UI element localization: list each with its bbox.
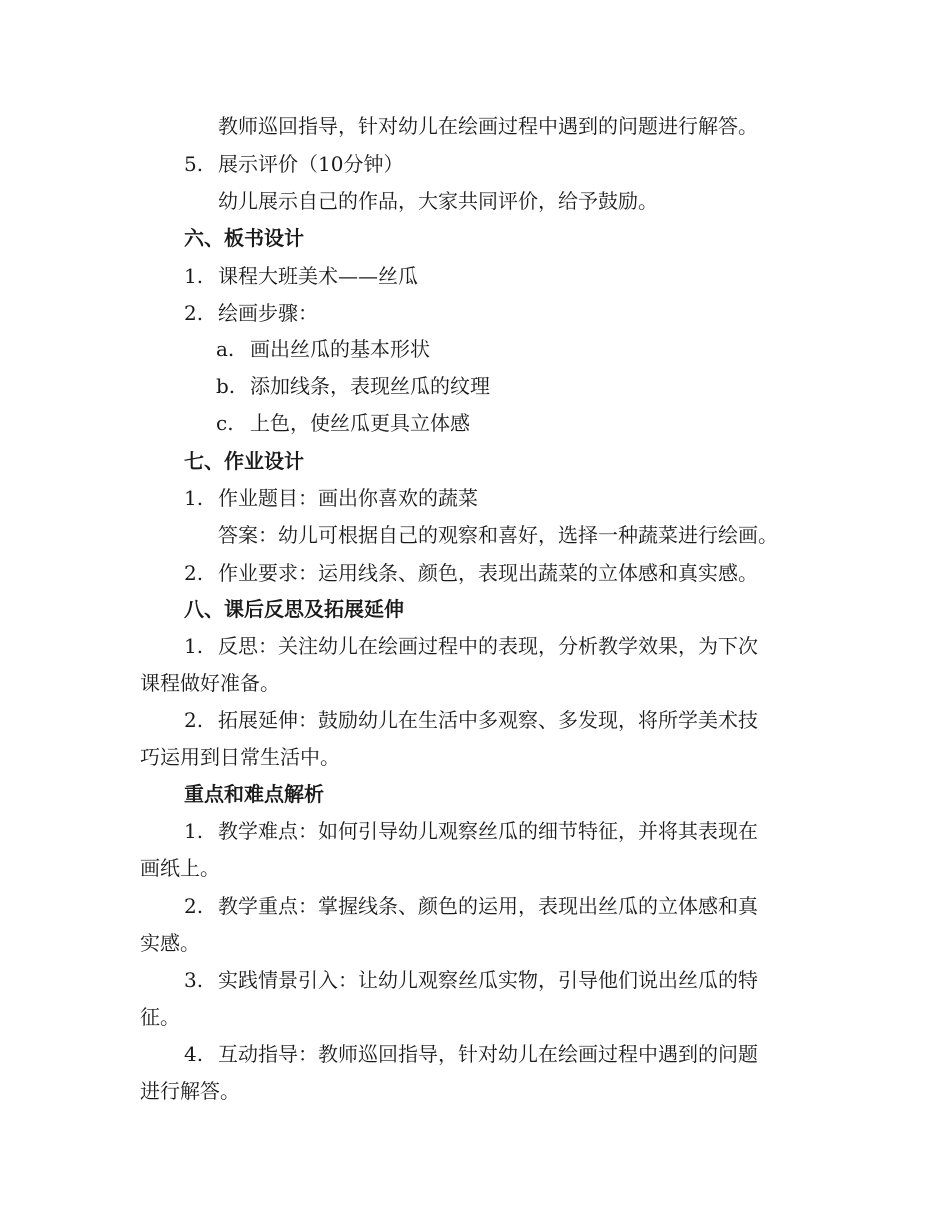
list-item: 2. 教学重点：掌握线条、颜色的运用，表现出丝瓜的立体感和真 bbox=[184, 894, 758, 918]
list-letter: a. bbox=[216, 337, 235, 361]
list-number: 2. bbox=[184, 301, 204, 325]
list-item: 5. 展示评价（10分钟） bbox=[184, 152, 404, 176]
sub-list-item: c. 上色，使丝瓜更具立体感 bbox=[216, 411, 470, 435]
list-number: 2. bbox=[184, 894, 204, 918]
paragraph-line: 教师巡回指导，针对幼儿在绘画过程中遇到的问题进行解答。 bbox=[218, 114, 758, 138]
list-item: 2. 绘画步骤： bbox=[184, 301, 318, 325]
section-heading: 八、课后反思及拓展延伸 bbox=[184, 597, 404, 621]
list-item: 4. 互动指导：教师巡回指导，针对幼儿在绘画过程中遇到的问题 bbox=[184, 1042, 758, 1066]
section-heading: 七、作业设计 bbox=[184, 449, 304, 473]
sub-list-item: b. 添加线条，表现丝瓜的纹理 bbox=[216, 374, 490, 398]
section-heading: 六、板书设计 bbox=[184, 226, 304, 250]
list-item: 2. 拓展延伸：鼓励幼儿在生活中多观察、多发现，将所学美术技 bbox=[184, 708, 758, 732]
paragraph-line: 课程做好准备。 bbox=[140, 671, 280, 695]
list-letter: c. bbox=[216, 411, 234, 435]
list-number: 2. bbox=[184, 708, 204, 732]
list-item: 2. 作业要求：运用线条、颜色，表现出蔬菜的立体感和真实感。 bbox=[184, 561, 758, 585]
paragraph-line: 画纸上。 bbox=[140, 856, 220, 880]
list-letter: b. bbox=[216, 374, 236, 398]
list-item: 1. 教学难点：如何引导幼儿观察丝瓜的细节特征，并将其表现在 bbox=[184, 819, 758, 843]
list-number: 3. bbox=[184, 968, 204, 992]
list-number: 4. bbox=[184, 1042, 204, 1066]
list-number: 1. bbox=[184, 819, 204, 843]
list-item: 1. 课程大班美术——丝瓜 bbox=[184, 264, 418, 288]
list-item: 1. 反思：关注幼儿在绘画过程中的表现，分析教学效果，为下次 bbox=[184, 634, 758, 658]
paragraph-line: 征。 bbox=[140, 1005, 180, 1029]
list-number: 5. bbox=[184, 152, 204, 176]
list-number: 2. bbox=[184, 561, 204, 585]
list-number: 1. bbox=[184, 634, 204, 658]
list-item: 1. 作业题目：画出你喜欢的蔬菜 bbox=[184, 486, 478, 510]
sub-list-item: a. 画出丝瓜的基本形状 bbox=[216, 337, 430, 361]
section-heading: 重点和难点解析 bbox=[184, 782, 324, 806]
paragraph-line: 进行解答。 bbox=[140, 1079, 240, 1103]
list-number: 1. bbox=[184, 264, 204, 288]
paragraph-line: 实感。 bbox=[140, 931, 200, 955]
list-item: 3. 实践情景引入：让幼儿观察丝瓜实物，引导他们说出丝瓜的特 bbox=[184, 968, 758, 992]
paragraph-line: 答案：幼儿可根据自己的观察和喜好，选择一种蔬菜进行绘画。 bbox=[218, 523, 778, 547]
paragraph-line: 巧运用到日常生活中。 bbox=[140, 745, 340, 769]
paragraph-line: 幼儿展示自己的作品，大家共同评价，给予鼓励。 bbox=[218, 189, 658, 213]
list-number: 1. bbox=[184, 486, 204, 510]
